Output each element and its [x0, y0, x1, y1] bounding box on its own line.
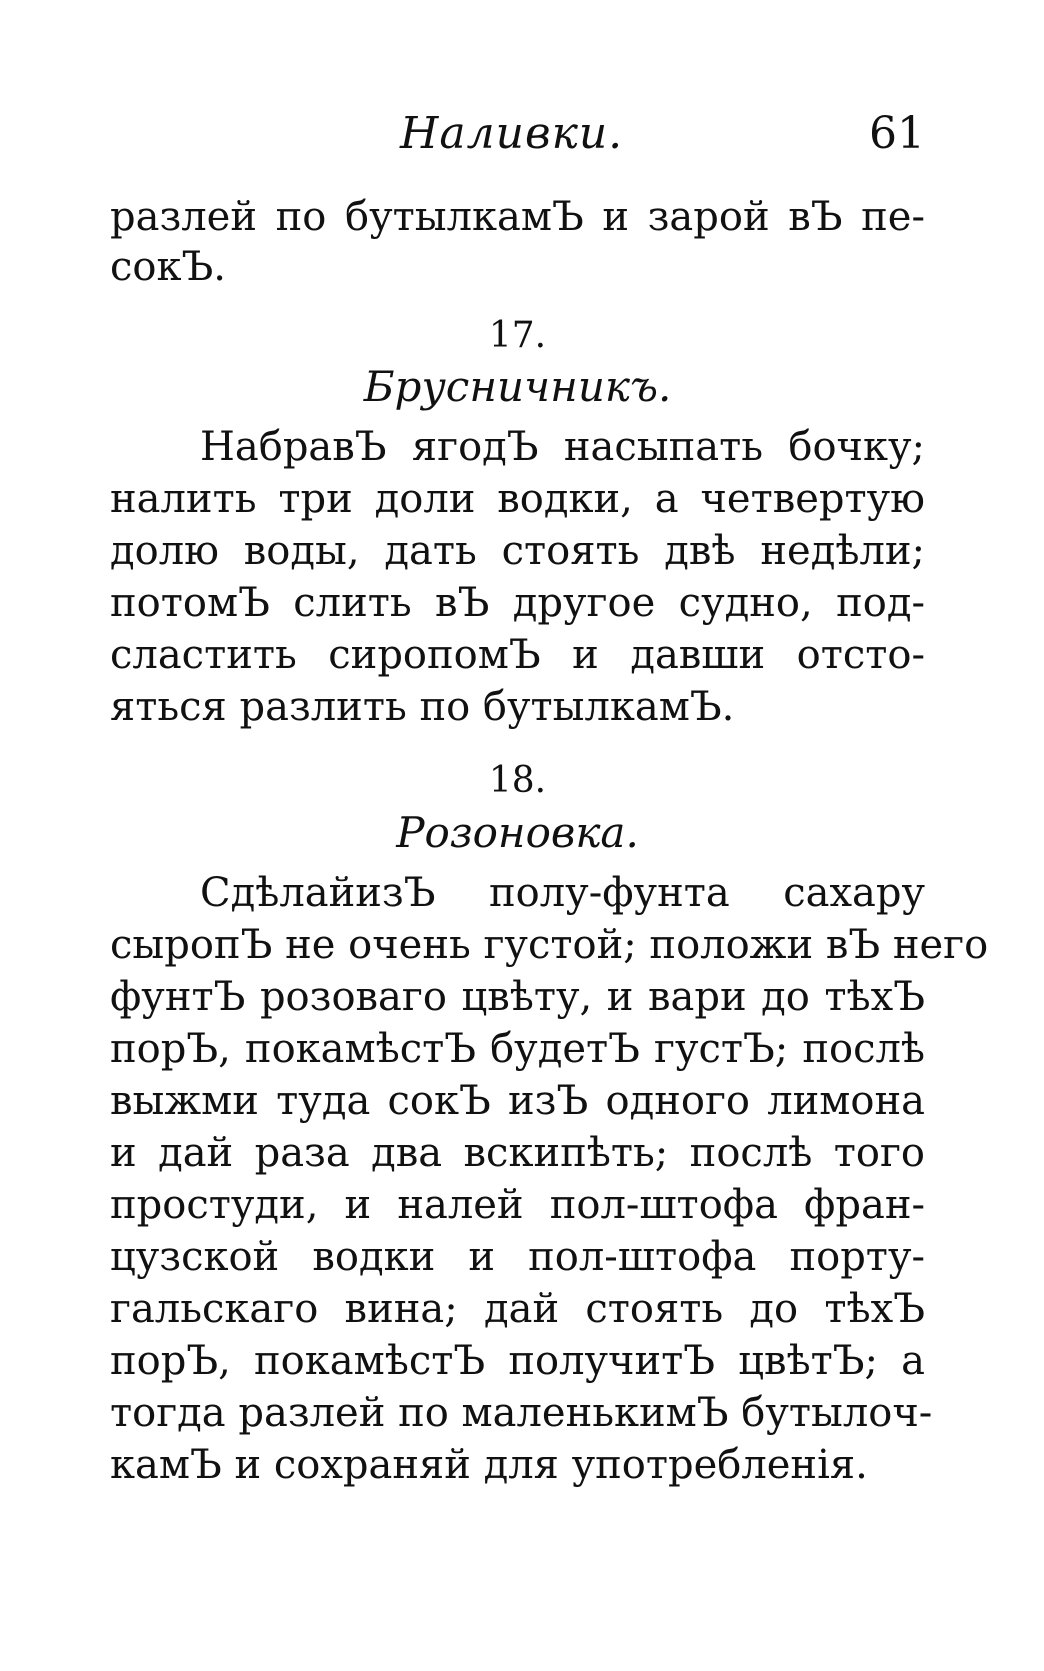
text-line: разлей по бутылкамЪ и зарой вЪ пе-	[110, 194, 925, 240]
text-line: потомЪ слить вЪ другое судно, под-	[110, 580, 925, 626]
text-line: яться разлить по бутылкамЪ.	[110, 684, 735, 730]
running-title: Наливки.	[400, 108, 624, 159]
text-line: фунтЪ розоваго цвѣту, и вари до тѣхЪ	[110, 974, 925, 1020]
text-line: сыропЪ не очень густой; положи вЪ него	[110, 922, 989, 968]
text-line: камЪ и сохраняй для употребленія.	[110, 1442, 868, 1488]
text-line: СдѣлайизЪ полу-фунта сахару	[200, 870, 925, 916]
text-line: налить три доли водки, а четвертую	[110, 476, 925, 522]
text-line: простуди, и налей пол-штофа фран-	[110, 1182, 925, 1228]
recipe-number: 18.	[488, 760, 547, 801]
text-line: выжми туда сокЪ изЪ одного лимона	[110, 1078, 925, 1124]
text-line: сластить сиропомЪ и давши отсто-	[110, 632, 925, 678]
text-line: долю воды, дать стоять двѣ недѣли;	[110, 528, 925, 574]
recipe-title: Брусничникъ.	[363, 362, 672, 411]
text-line: порЪ, покамѣстЪ получитЪ цвѣтЪ; а	[110, 1338, 925, 1384]
recipe-title: Розоновка.	[396, 808, 639, 857]
page-header	[110, 108, 925, 168]
page-number: 61	[869, 108, 925, 159]
text-line: цузской водки и пол-штофа порту-	[110, 1234, 925, 1280]
recipe-number: 17.	[488, 315, 547, 356]
text-line: тогда разлей по маленькимЪ бутылоч-	[110, 1390, 933, 1436]
text-line: сокЪ.	[110, 244, 226, 290]
text-line: гальскаго вина; дай стоять до тѣхЪ	[110, 1286, 925, 1332]
text-line: порЪ, покамѣстЪ будетЪ густЪ; послѣ	[110, 1026, 925, 1072]
text-line: и дай раза два вскипѣть; послѣ того	[110, 1130, 925, 1176]
text-line: НабравЪ ягодЪ насыпать бочку;	[200, 424, 925, 470]
